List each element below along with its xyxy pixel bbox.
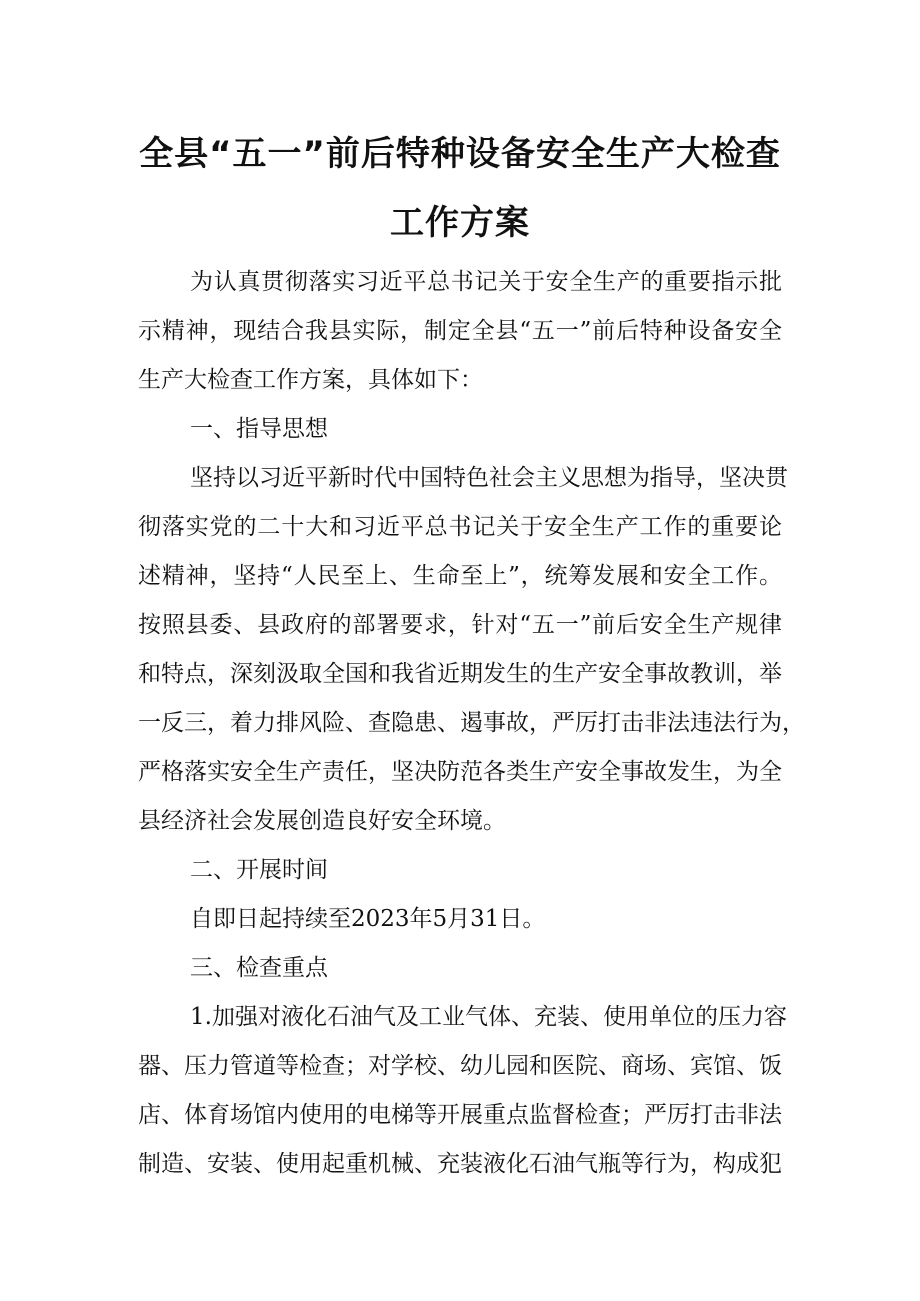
paragraph-line: 店、体育场馆内使用的电梯等开展重点监督检查；严厉打击非法 <box>138 1102 782 1128</box>
paragraph-line: 自即日起持续至2023年5月31日。 <box>190 906 546 932</box>
paragraph-line: 制造、安装、使用起重机械、充装液化石油气瓶等行为，构成犯 <box>138 1151 782 1177</box>
paragraph-line: 示精神，现结合我县实际，制定全县“五一”前后特种设备安全 <box>138 318 782 344</box>
paragraph-line: 按照县委、县政府的部署要求，针对“五一”前后安全生产规律 <box>138 612 782 638</box>
paragraph-line: 坚持以习近平新时代中国特色社会主义思想为指导，坚决贯 <box>190 465 788 491</box>
paragraph-line: 为认真贯彻落实习近平总书记关于安全生产的重要指示批 <box>190 269 782 295</box>
section-heading: 一、指导思想 <box>190 416 328 442</box>
paragraph-line: 器、压力管道等检查；对学校、幼儿园和医院、商场、宾馆、饭 <box>138 1053 782 1079</box>
document-title-line-1: 全县“五一”前后特种设备安全生产大检查 <box>139 134 781 174</box>
paragraph-line: 彻落实党的二十大和习近平总书记关于安全生产工作的重要论 <box>138 514 782 540</box>
section-heading: 三、检查重点 <box>190 955 328 981</box>
paragraph-line: 严格落实安全生产责任，坚决防范各类生产安全事故发生，为全 <box>138 759 782 785</box>
paragraph-line: 县经济社会发展创造良好安全环境。 <box>138 808 506 834</box>
paragraph-line: 1.加强对液化石油气及工业气体、充装、使用单位的压力容 <box>190 1004 787 1030</box>
section-heading: 二、开展时间 <box>190 857 328 883</box>
document-title-line-2: 工作方案 <box>390 203 530 243</box>
paragraph-line: 生产大检查工作方案，具体如下： <box>138 367 483 393</box>
paragraph-line: 述精神，坚持“人民至上、生命至上”，统筹发展和安全工作。 <box>138 563 782 589</box>
paragraph-line: 一反三，着力排风险、查隐患、遏事故，严厉打击非法违法行为， <box>138 710 805 736</box>
paragraph-line: 和特点，深刻汲取全国和我省近期发生的生产安全事故教训，举 <box>138 661 782 687</box>
